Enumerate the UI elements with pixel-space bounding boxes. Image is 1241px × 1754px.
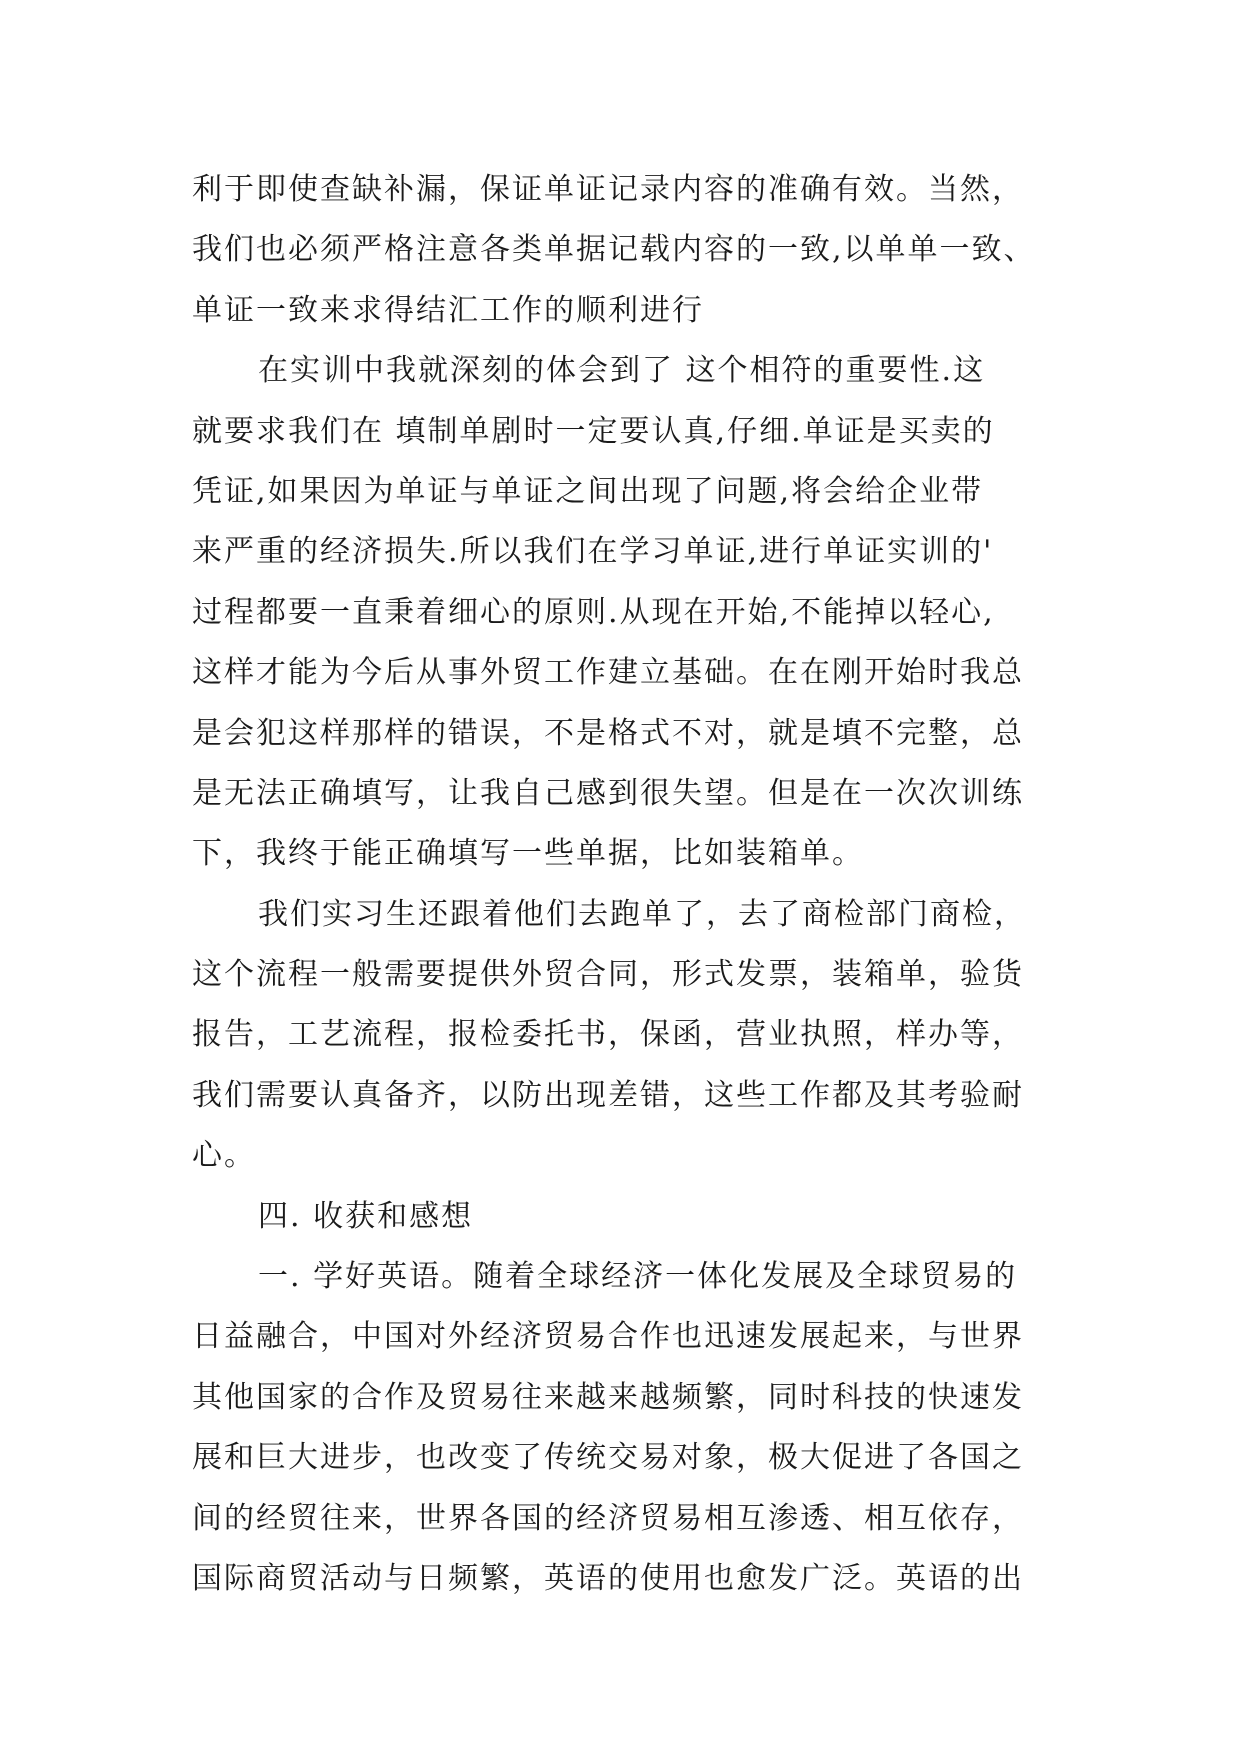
text-line: 这样才能为今后从事外贸工作建立基础。在在刚开始时我总 — [192, 655, 1024, 691]
text-line: 单证一致来求得结汇工作的顺利进行 — [192, 292, 704, 328]
text-line: 是无法正确填写，让我自己感到很失望。但是在一次次训练 — [192, 775, 1024, 811]
text-line: 日益融合，中国对外经济贸易合作也迅速发展起来，与世界 — [192, 1319, 1024, 1355]
text-line: 展和巨大进步，也改变了传统交易对象，极大促进了各国之 — [192, 1440, 1024, 1476]
paragraph-start-line: 一. 学好英语。随着全球经济一体化发展及全球贸易的 — [258, 1259, 1018, 1295]
text-line: 过程都要一直秉着细心的原则.从现在开始,不能掉以轻心, — [192, 594, 995, 630]
text-line: 心。 — [192, 1138, 256, 1174]
text-line: 利于即使查缺补漏，保证单证记录内容的准确有效。当然， — [192, 172, 1024, 207]
text-line: 其他国家的合作及贸易往来越来越频繁，同时科技的快速发 — [192, 1379, 1024, 1415]
text-line: 是会犯这样那样的错误，不是格式不对，就是填不完整，总 — [192, 715, 1024, 751]
section-heading: 四. 收获和感想 — [258, 1198, 474, 1234]
text-line: 间的经贸往来，世界各国的经济贸易相互渗透、相互依存， — [192, 1500, 1024, 1536]
paragraph-start-line: 在实训中我就深刻的体会到了 这个相符的重要性.这 — [258, 353, 986, 389]
body-text — [192, 160, 1082, 1609]
text-line: 这个流程一般需要提供外贸合同，形式发票，装箱单，验货 — [192, 957, 1024, 993]
text-line: 我们也必须严格注意各类单据记载内容的一致,以单单一致、 — [192, 232, 1036, 268]
text-line: 就要求我们在 填制单剧时一定要认真,仔细.单证是买卖的 — [192, 413, 995, 449]
text-line: 我们需要认真备齐，以防出现差错，这些工作都及其考验耐 — [192, 1077, 1024, 1113]
text-line: 下，我终于能正确填写一些单据，比如装箱单。 — [192, 836, 864, 872]
text-line: 国际商贸活动与日频繁，英语的使用也愈发广泛。英语的出 — [192, 1560, 1024, 1596]
paragraph-start-line: 我们实习生还跟着他们去跑单了，去了商检部门商检， — [258, 896, 1026, 932]
text-line: 报告，工艺流程，报检委托书，保函，营业执照，样办等， — [192, 1017, 1024, 1053]
text-line: 凭证,如果因为单证与单证之间出现了问题,将会给企业带 — [192, 473, 984, 509]
text-line: 来严重的经济损失.所以我们在学习单证,进行单证实训的' — [192, 534, 994, 570]
